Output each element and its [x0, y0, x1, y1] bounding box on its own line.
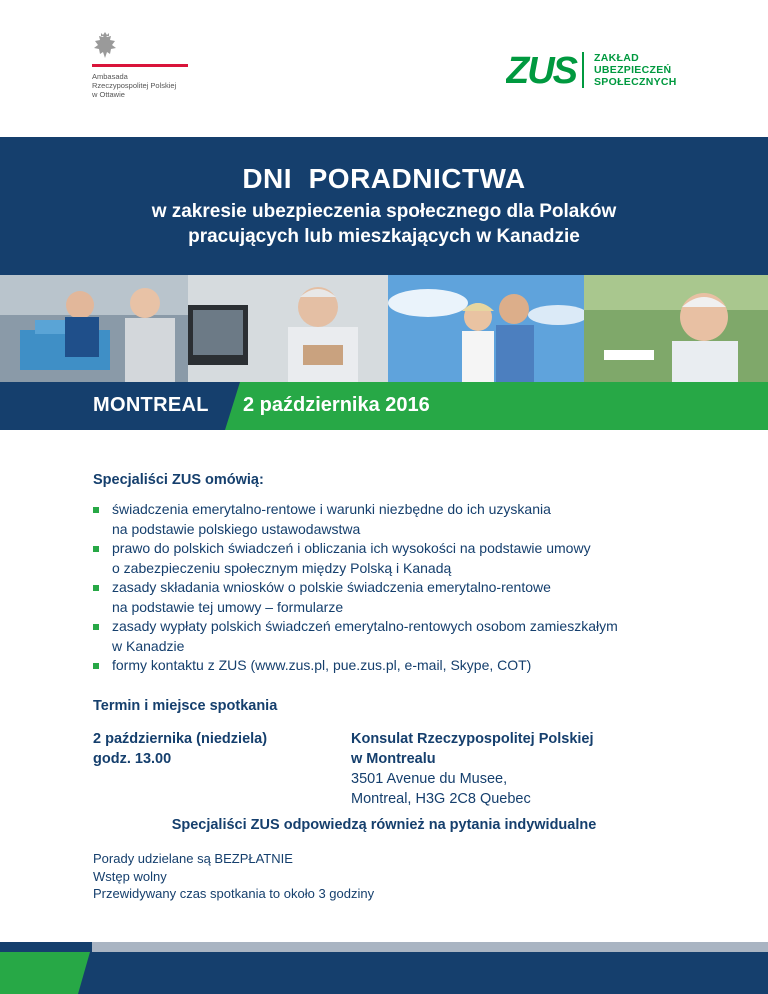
location-date: 2 października 2016: [243, 394, 430, 416]
info-notes: Porady udzielane są BEZPŁATNIE Wstęp wolny Przewidywany czas spotkania to około 3 godziny: [93, 851, 375, 901]
page-title: DNI PORADNICTWA: [242, 163, 526, 194]
meeting-heading: Termin i miejsce spotkania: [93, 698, 278, 714]
meeting-venue: Konsulat Rzeczypospolitej Polskiej w Montrealu 3501 Avenue du Musee, Montreal, H3G 2C8 Quebec: [351, 731, 594, 807]
photo-workshop: [0, 275, 188, 382]
list-item: prawo do polskich świadczeń i obliczania ich wysokości na podstawie umowy o zabezpieczeniu społecznym między Polską i Kanadą: [93, 539, 713, 578]
zus-logo-divider: [582, 52, 584, 88]
topics-heading: Specjaliści ZUS omówią:: [93, 472, 264, 488]
photo-couple: [388, 275, 584, 382]
bullet-icon: [93, 507, 99, 513]
zus-name: ZAKŁAD UBEZPIECZEŃ SPOŁECZNYCH: [594, 52, 677, 88]
zus-logo: [506, 50, 578, 88]
footer-band: [0, 942, 768, 994]
embassy-red-rule: [92, 64, 188, 67]
bullet-icon: [93, 585, 99, 591]
embassy-name: Ambasada Rzeczypospolitej Polskiej w Ottawie: [92, 72, 177, 99]
list-item: formy kontaktu z ZUS (www.zus.pl, pue.zus.pl, e-mail, Skype, COT): [93, 656, 713, 676]
page-subtitle: w zakresie ubezpieczenia społecznego dla Polaków pracujących lub mieszkających w Kanadzie: [151, 201, 617, 247]
meeting-datetime: 2 października (niedziela) godz. 13.00: [93, 731, 268, 767]
photo-computer: [188, 275, 388, 382]
topics-list: [93, 500, 713, 676]
bullet-icon: [93, 546, 99, 552]
bullet-icon: [93, 624, 99, 630]
zus-logo-mark: ZUS: [506, 50, 576, 88]
list-item: zasady składania wniosków o polskie świadczenia emerytalno-rentowe na podstawie tej umowy – formularze: [93, 578, 713, 617]
individual-questions-note: Specjaliści ZUS odpowiedzą również na pytania indywidualne: [171, 817, 597, 833]
list-item: zasady wypłaty polskich świadczeń emerytalno-rentowych osobom zamieszkałym w Kanadzie: [93, 617, 713, 656]
location-city: MONTREAL: [93, 394, 209, 416]
title-banner: [0, 137, 768, 275]
bullet-icon: [93, 663, 99, 669]
list-item: świadczenia emerytalno-rentowe i warunki niezbędne do ich uzyskania na podstawie polskiego ustawodawstwa: [93, 500, 713, 539]
polish-eagle-emblem-icon: [92, 32, 118, 62]
photo-senior-man: [584, 275, 768, 382]
